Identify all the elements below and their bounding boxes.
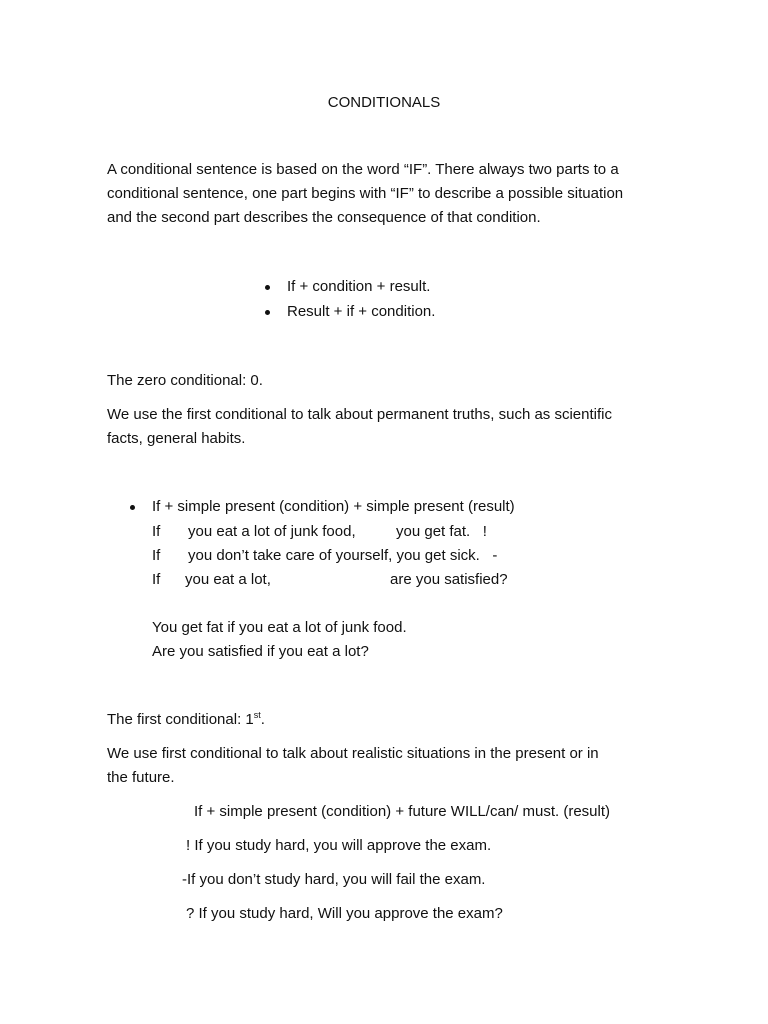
zero-formula: If + simple present (condition) + simple present (result) xyxy=(152,498,515,515)
first-description-line-1: We use first conditional to talk about realistic situations in the present or in xyxy=(107,745,599,762)
zero-conditional-heading: The zero conditional: 0. xyxy=(107,372,263,389)
zero-example-1-if: If xyxy=(152,523,161,540)
structure-bullet-1: If + condition + result. xyxy=(287,278,431,295)
intro-line-1: A conditional sentence is based on the word “IF”. There always two parts to a xyxy=(107,161,619,178)
zero-example-3-result: are you satisfied? xyxy=(390,571,508,588)
first-example-2: -If you don’t study hard, you will fail the exam. xyxy=(182,871,486,888)
first-example-3: ? If you study hard, Will you approve the exam? xyxy=(186,905,503,922)
first-example-1: ! If you study hard, you will approve the exam. xyxy=(186,837,492,854)
bullet-dot-icon xyxy=(265,285,270,290)
zero-example-3-condition: you eat a lot, xyxy=(185,571,271,588)
intro-line-2: conditional sentence, one part begins with “IF” to describe a possible situation xyxy=(107,185,624,202)
first-conditional-heading xyxy=(107,711,265,729)
bullet-dot-icon xyxy=(265,310,270,315)
first-formula: If + simple present (condition) + future WILL/can/ must. (result) xyxy=(194,803,611,820)
page-title: CONDITIONALS xyxy=(327,94,441,111)
zero-example-3-if: If xyxy=(152,571,161,588)
zero-inverted-1: You get fat if you eat a lot of junk food. xyxy=(152,619,407,636)
zero-description-line-2: facts, general habits. xyxy=(107,430,246,447)
zero-inverted-2: Are you satisfied if you eat a lot? xyxy=(152,643,369,660)
structure-bullet-2: Result + if + condition. xyxy=(287,303,436,320)
first-heading-prefix: The first conditional: 1 xyxy=(107,711,254,728)
zero-example-2-condition: you don’t take care of yourself, you get sick. - xyxy=(188,547,498,564)
first-heading-suffix: . xyxy=(260,711,265,728)
zero-example-1-result: you get fat. ! xyxy=(396,523,487,540)
zero-description-line-1: We use the first conditional to talk about permanent truths, such as scientific xyxy=(107,406,612,423)
bullet-dot-icon xyxy=(130,505,135,510)
first-description-line-2: the future. xyxy=(107,769,175,786)
intro-line-3: and the second part describes the consequence of that condition. xyxy=(107,209,541,226)
zero-example-1-condition: you eat a lot of junk food, xyxy=(188,523,356,540)
first-heading-sup: st xyxy=(253,710,261,720)
zero-example-2-if: If xyxy=(152,547,161,564)
